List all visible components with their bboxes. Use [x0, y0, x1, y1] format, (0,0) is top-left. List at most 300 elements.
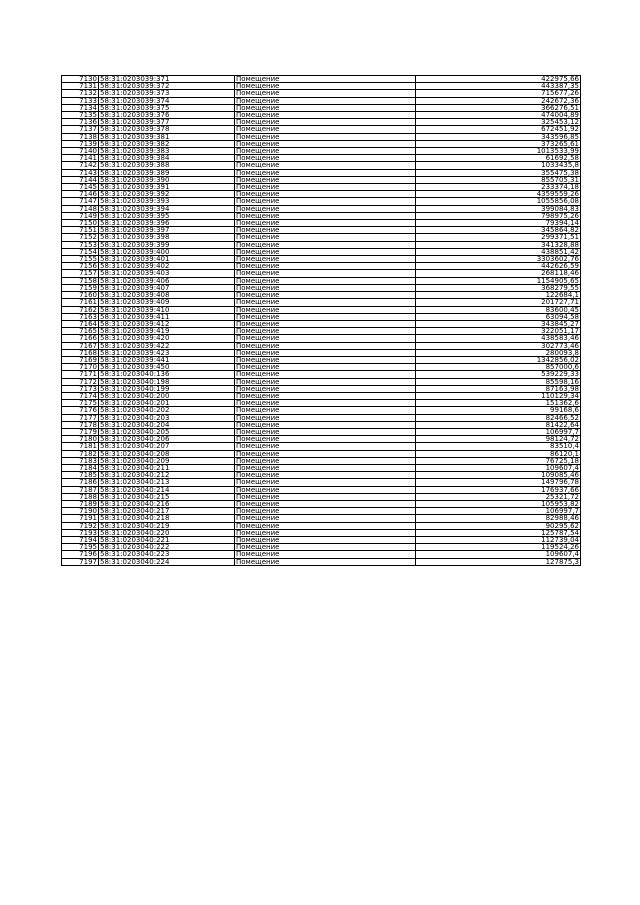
cadastral-number-cell: 58:31:0203040:201	[99, 400, 235, 407]
object-type-cell: Помещение	[235, 133, 416, 140]
cadastral-value-cell: 341328,88	[416, 241, 581, 248]
row-number-cell: 7191	[62, 515, 99, 522]
table-row	[62, 119, 581, 126]
cadastral-number-cell: 58:31:0203039:402	[99, 263, 235, 270]
cadastral-number-cell: 58:31:0203039:392	[99, 191, 235, 198]
table-row	[62, 112, 581, 119]
cadastral-number-cell: 58:31:0203039:410	[99, 306, 235, 313]
cadastral-number-cell: 58:31:0203039:372	[99, 83, 235, 90]
row-number-cell: 7162	[62, 306, 99, 313]
cadastral-value-cell: 325453,12	[416, 119, 581, 126]
cadastral-value-cell: 798975,26	[416, 212, 581, 219]
object-type-cell: Помещение	[235, 493, 416, 500]
row-number-cell: 7186	[62, 479, 99, 486]
cadastral-value-cell: 343845,27	[416, 320, 581, 327]
cadastral-value-cell: 83600,45	[416, 306, 581, 313]
cadastral-value-table	[61, 75, 581, 566]
cadastral-number-cell: 58:31:0203040:215	[99, 493, 235, 500]
object-type-cell: Помещение	[235, 529, 416, 536]
cadastral-value-cell: 3303602,76	[416, 256, 581, 263]
object-type-cell: Помещение	[235, 155, 416, 162]
row-number-cell: 7196	[62, 551, 99, 558]
cadastral-value-cell: 373265,61	[416, 140, 581, 147]
cadastral-number-cell: 58:31:0203039:378	[99, 126, 235, 133]
table-row	[62, 356, 581, 363]
row-number-cell: 7166	[62, 335, 99, 342]
cadastral-value-cell: 25321,72	[416, 493, 581, 500]
cadastral-value-cell: 1013533,99	[416, 148, 581, 155]
object-type-cell: Помещение	[235, 479, 416, 486]
cadastral-value-cell: 242672,36	[416, 97, 581, 104]
cadastral-value-cell: 299371,51	[416, 234, 581, 241]
cadastral-value-cell: 438583,46	[416, 335, 581, 342]
row-number-cell: 7178	[62, 421, 99, 428]
cadastral-number-cell: 58:31:0203040:203	[99, 414, 235, 421]
table-row	[62, 335, 581, 342]
cadastral-value-cell: 422975,66	[416, 76, 581, 83]
object-type-cell: Помещение	[235, 335, 416, 342]
table-row	[62, 392, 581, 399]
object-type-cell: Помещение	[235, 306, 416, 313]
table-row	[62, 371, 581, 378]
object-type-cell: Помещение	[235, 500, 416, 507]
object-type-cell: Помещение	[235, 313, 416, 320]
cadastral-number-cell: 58:31:0203039:420	[99, 335, 235, 342]
row-number-cell: 7161	[62, 299, 99, 306]
cadastral-number-cell: 58:31:0203039:382	[99, 140, 235, 147]
row-number-cell: 7149	[62, 212, 99, 219]
table-row	[62, 220, 581, 227]
table-row	[62, 400, 581, 407]
cadastral-value-cell: 81422,64	[416, 421, 581, 428]
cadastral-number-cell: 58:31:0203039:411	[99, 313, 235, 320]
row-number-cell: 7141	[62, 155, 99, 162]
object-type-cell: Помещение	[235, 472, 416, 479]
row-number-cell: 7167	[62, 342, 99, 349]
cadastral-number-cell: 58:31:0203039:398	[99, 234, 235, 241]
row-number-cell: 7136	[62, 119, 99, 126]
cadastral-number-cell: 58:31:0203039:377	[99, 119, 235, 126]
cadastral-number-cell: 58:31:0203040:206	[99, 436, 235, 443]
cadastral-value-cell: 1342856,02	[416, 356, 581, 363]
cadastral-number-cell: 58:31:0203040:198	[99, 378, 235, 385]
row-number-cell: 7164	[62, 320, 99, 327]
cadastral-value-cell: 63094,58	[416, 313, 581, 320]
table-row	[62, 486, 581, 493]
cadastral-number-cell: 58:31:0203039:393	[99, 198, 235, 205]
cadastral-value-cell: 76725,18	[416, 457, 581, 464]
table-row	[62, 320, 581, 327]
cadastral-number-cell: 58:31:0203039:389	[99, 169, 235, 176]
cadastral-value-cell: 109607,4	[416, 551, 581, 558]
row-number-cell: 7192	[62, 522, 99, 529]
cadastral-value-cell: 343596,85	[416, 133, 581, 140]
object-type-cell: Помещение	[235, 522, 416, 529]
cadastral-value-cell: 268118,46	[416, 270, 581, 277]
object-type-cell: Помещение	[235, 385, 416, 392]
cadastral-value-cell: 345864,82	[416, 227, 581, 234]
cadastral-value-cell: 715677,26	[416, 90, 581, 97]
row-number-cell: 7172	[62, 378, 99, 385]
cadastral-value-cell: 1055856,08	[416, 198, 581, 205]
row-number-cell: 7168	[62, 349, 99, 356]
row-number-cell: 7179	[62, 428, 99, 435]
table-row	[62, 83, 581, 90]
cadastral-number-cell: 58:31:0203040:223	[99, 551, 235, 558]
cadastral-value-cell: 539229,33	[416, 371, 581, 378]
row-number-cell: 7188	[62, 493, 99, 500]
cadastral-value-cell: 151362,6	[416, 400, 581, 407]
row-number-cell: 7190	[62, 508, 99, 515]
cadastral-value-cell: 82466,52	[416, 414, 581, 421]
table-row	[62, 148, 581, 155]
table-row	[62, 284, 581, 291]
cadastral-number-cell: 58:31:0203040:199	[99, 385, 235, 392]
object-type-cell: Помещение	[235, 400, 416, 407]
cadastral-number-cell: 58:31:0203040:204	[99, 421, 235, 428]
table-row	[62, 428, 581, 435]
cadastral-value-cell: 109085,46	[416, 472, 581, 479]
row-number-cell: 7154	[62, 248, 99, 255]
row-number-cell: 7151	[62, 227, 99, 234]
table-body	[62, 76, 581, 566]
cadastral-number-cell: 58:31:0203039:381	[99, 133, 235, 140]
cadastral-value-cell: 82988,46	[416, 515, 581, 522]
cadastral-value-cell: 106997,7	[416, 428, 581, 435]
object-type-cell: Помещение	[235, 126, 416, 133]
cadastral-number-cell: 58:31:0203039:419	[99, 328, 235, 335]
object-type-cell: Помещение	[235, 162, 416, 169]
cadastral-number-cell: 58:31:0203039:391	[99, 184, 235, 191]
cadastral-number-cell: 58:31:0203040:222	[99, 544, 235, 551]
cadastral-value-cell: 1033435,8	[416, 162, 581, 169]
cadastral-value-cell: 280093,8	[416, 349, 581, 356]
object-type-cell: Помещение	[235, 407, 416, 414]
row-number-cell: 7134	[62, 104, 99, 111]
cadastral-value-cell: 85598,16	[416, 378, 581, 385]
object-type-cell: Помещение	[235, 320, 416, 327]
row-number-cell: 7131	[62, 83, 99, 90]
object-type-cell: Помещение	[235, 83, 416, 90]
object-type-cell: Помещение	[235, 392, 416, 399]
cadastral-number-cell: 58:31:0203040:208	[99, 450, 235, 457]
cadastral-value-cell: 366276,51	[416, 104, 581, 111]
cadastral-value-cell: 98124,72	[416, 436, 581, 443]
table-row	[62, 529, 581, 536]
row-number-cell: 7182	[62, 450, 99, 457]
object-type-cell: Помещение	[235, 371, 416, 378]
row-number-cell: 7193	[62, 529, 99, 536]
object-type-cell: Помещение	[235, 148, 416, 155]
cadastral-number-cell: 58:31:0203039:409	[99, 299, 235, 306]
cadastral-number-cell: 58:31:0203040:136	[99, 371, 235, 378]
cadastral-value-cell: 61692,58	[416, 155, 581, 162]
object-type-cell: Помещение	[235, 227, 416, 234]
cadastral-number-cell: 58:31:0203039:376	[99, 112, 235, 119]
row-number-cell: 7176	[62, 407, 99, 414]
table-row	[62, 234, 581, 241]
table-row	[62, 537, 581, 544]
row-number-cell: 7173	[62, 385, 99, 392]
table-row	[62, 421, 581, 428]
object-type-cell: Помещение	[235, 537, 416, 544]
row-number-cell: 7139	[62, 140, 99, 147]
cadastral-value-cell: 443387,35	[416, 83, 581, 90]
cadastral-number-cell: 58:31:0203040:220	[99, 529, 235, 536]
row-number-cell: 7185	[62, 472, 99, 479]
row-number-cell: 7137	[62, 126, 99, 133]
table-row	[62, 227, 581, 234]
row-number-cell: 7189	[62, 500, 99, 507]
cadastral-number-cell: 58:31:0203040:207	[99, 443, 235, 450]
object-type-cell: Помещение	[235, 277, 416, 284]
table-row	[62, 407, 581, 414]
object-type-cell: Помещение	[235, 299, 416, 306]
cadastral-value-cell: 1154905,65	[416, 277, 581, 284]
table-row	[62, 385, 581, 392]
table-row	[62, 457, 581, 464]
row-number-cell: 7177	[62, 414, 99, 421]
cadastral-number-cell: 58:31:0203039:422	[99, 342, 235, 349]
object-type-cell: Помещение	[235, 176, 416, 183]
cadastral-number-cell: 58:31:0203039:408	[99, 292, 235, 299]
table-row	[62, 198, 581, 205]
object-type-cell: Помещение	[235, 436, 416, 443]
row-number-cell: 7132	[62, 90, 99, 97]
cadastral-number-cell: 58:31:0203039:396	[99, 220, 235, 227]
table-row	[62, 212, 581, 219]
row-number-cell: 7183	[62, 457, 99, 464]
object-type-cell: Помещение	[235, 184, 416, 191]
row-number-cell: 7195	[62, 544, 99, 551]
cadastral-number-cell: 58:31:0203039:394	[99, 205, 235, 212]
object-type-cell: Помещение	[235, 104, 416, 111]
object-type-cell: Помещение	[235, 364, 416, 371]
cadastral-value-cell: 99168,6	[416, 407, 581, 414]
row-number-cell: 7142	[62, 162, 99, 169]
cadastral-value-cell: 322051,17	[416, 328, 581, 335]
row-number-cell: 7197	[62, 558, 99, 565]
table-row	[62, 508, 581, 515]
cadastral-value-cell: 672451,92	[416, 126, 581, 133]
table-row	[62, 90, 581, 97]
cadastral-value-cell: 83510,4	[416, 443, 581, 450]
cadastral-value-cell: 110129,34	[416, 392, 581, 399]
cadastral-value-cell: 87163,98	[416, 385, 581, 392]
row-number-cell: 7155	[62, 256, 99, 263]
cadastral-value-cell: 233374,18	[416, 184, 581, 191]
row-number-cell: 7174	[62, 392, 99, 399]
cadastral-number-cell: 58:31:0203040:212	[99, 472, 235, 479]
cadastral-number-cell: 58:31:0203039:441	[99, 356, 235, 363]
table-row	[62, 277, 581, 284]
row-number-cell: 7147	[62, 198, 99, 205]
object-type-cell: Помещение	[235, 457, 416, 464]
object-type-cell: Помещение	[235, 328, 416, 335]
cadastral-number-cell: 58:31:0203039:423	[99, 349, 235, 356]
object-type-cell: Помещение	[235, 241, 416, 248]
cadastral-number-cell: 58:31:0203039:407	[99, 284, 235, 291]
table-row	[62, 306, 581, 313]
row-number-cell: 7159	[62, 284, 99, 291]
table-row	[62, 342, 581, 349]
row-number-cell: 7181	[62, 443, 99, 450]
object-type-cell: Помещение	[235, 248, 416, 255]
cadastral-number-cell: 58:31:0203039:373	[99, 90, 235, 97]
row-number-cell: 7171	[62, 371, 99, 378]
cadastral-number-cell: 58:31:0203040:216	[99, 500, 235, 507]
cadastral-number-cell: 58:31:0203039:399	[99, 241, 235, 248]
cadastral-number-cell: 58:31:0203040:221	[99, 537, 235, 544]
cadastral-value-cell: 79394,14	[416, 220, 581, 227]
cadastral-value-cell: 302773,46	[416, 342, 581, 349]
object-type-cell: Помещение	[235, 140, 416, 147]
cadastral-value-cell: 355475,38	[416, 169, 581, 176]
cadastral-value-cell: 399084,83	[416, 205, 581, 212]
cadastral-number-cell: 58:31:0203040:211	[99, 464, 235, 471]
cadastral-number-cell: 58:31:0203039:371	[99, 76, 235, 83]
cadastral-number-cell: 58:31:0203039:412	[99, 320, 235, 327]
cadastral-value-cell: 109607,4	[416, 464, 581, 471]
table-row	[62, 126, 581, 133]
object-type-cell: Помещение	[235, 76, 416, 83]
object-type-cell: Помещение	[235, 169, 416, 176]
object-type-cell: Помещение	[235, 97, 416, 104]
cadastral-number-cell: 58:31:0203040:200	[99, 392, 235, 399]
object-type-cell: Помещение	[235, 90, 416, 97]
row-number-cell: 7133	[62, 97, 99, 104]
table-row	[62, 155, 581, 162]
object-type-cell: Помещение	[235, 356, 416, 363]
cadastral-value-cell: 857000,6	[416, 364, 581, 371]
table-row	[62, 479, 581, 486]
table-row	[62, 544, 581, 551]
cadastral-value-cell: 855705,31	[416, 176, 581, 183]
cadastral-number-cell: 58:31:0203039:403	[99, 270, 235, 277]
table-row	[62, 349, 581, 356]
cadastral-value-cell: 119524,26	[416, 544, 581, 551]
table-row	[62, 500, 581, 507]
row-number-cell: 7170	[62, 364, 99, 371]
row-number-cell: 7143	[62, 169, 99, 176]
cadastral-number-cell: 58:31:0203039:450	[99, 364, 235, 371]
object-type-cell: Помещение	[235, 205, 416, 212]
object-type-cell: Помещение	[235, 220, 416, 227]
table-row	[62, 184, 581, 191]
table-row	[62, 205, 581, 212]
cadastral-value-cell: 86120,1	[416, 450, 581, 457]
table-row	[62, 241, 581, 248]
cadastral-number-cell: 58:31:0203040:218	[99, 515, 235, 522]
object-type-cell: Помещение	[235, 551, 416, 558]
cadastral-value-cell: 90295,62	[416, 522, 581, 529]
row-number-cell: 7145	[62, 184, 99, 191]
cadastral-value-cell: 127875,3	[416, 558, 581, 565]
object-type-cell: Помещение	[235, 349, 416, 356]
row-number-cell: 7156	[62, 263, 99, 270]
cadastral-number-cell: 58:31:0203039:401	[99, 256, 235, 263]
cadastral-number-cell: 58:31:0203040:219	[99, 522, 235, 529]
table-row	[62, 270, 581, 277]
table-row	[62, 443, 581, 450]
cadastral-number-cell: 58:31:0203040:209	[99, 457, 235, 464]
cadastral-number-cell: 58:31:0203039:395	[99, 212, 235, 219]
row-number-cell: 7187	[62, 486, 99, 493]
table-row	[62, 140, 581, 147]
cadastral-value-cell: 125787,54	[416, 529, 581, 536]
table-row	[62, 450, 581, 457]
object-type-cell: Помещение	[235, 544, 416, 551]
cadastral-value-cell: 442626,59	[416, 263, 581, 270]
row-number-cell: 7130	[62, 76, 99, 83]
cadastral-number-cell: 58:31:0203040:205	[99, 428, 235, 435]
object-type-cell: Помещение	[235, 263, 416, 270]
table-row	[62, 292, 581, 299]
row-number-cell: 7169	[62, 356, 99, 363]
cadastral-number-cell: 58:31:0203039:374	[99, 97, 235, 104]
row-number-cell: 7150	[62, 220, 99, 227]
table-row	[62, 551, 581, 558]
table-row	[62, 176, 581, 183]
cadastral-number-cell: 58:31:0203039:400	[99, 248, 235, 255]
cadastral-value-cell: 106997,7	[416, 508, 581, 515]
cadastral-value-cell: 105953,82	[416, 500, 581, 507]
cadastral-value-cell: 149796,78	[416, 479, 581, 486]
object-type-cell: Помещение	[235, 421, 416, 428]
cadastral-value-cell: 176937,66	[416, 486, 581, 493]
object-type-cell: Помещение	[235, 284, 416, 291]
row-number-cell: 7160	[62, 292, 99, 299]
table-row	[62, 414, 581, 421]
table-row	[62, 436, 581, 443]
cadastral-value-cell: 122684,1	[416, 292, 581, 299]
row-number-cell: 7153	[62, 241, 99, 248]
row-number-cell: 7138	[62, 133, 99, 140]
row-number-cell: 7180	[62, 436, 99, 443]
object-type-cell: Помещение	[235, 443, 416, 450]
table-row	[62, 299, 581, 306]
table-row	[62, 328, 581, 335]
cadastral-number-cell: 58:31:0203039:397	[99, 227, 235, 234]
object-type-cell: Помещение	[235, 292, 416, 299]
object-type-cell: Помещение	[235, 119, 416, 126]
table-row	[62, 493, 581, 500]
object-type-cell: Помещение	[235, 508, 416, 515]
cadastral-number-cell: 58:31:0203039:390	[99, 176, 235, 183]
table-row	[62, 162, 581, 169]
object-type-cell: Помещение	[235, 378, 416, 385]
cadastral-number-cell: 58:31:0203039:384	[99, 155, 235, 162]
object-type-cell: Помещение	[235, 191, 416, 198]
object-type-cell: Помещение	[235, 342, 416, 349]
cadastral-value-cell: 112739,04	[416, 537, 581, 544]
object-type-cell: Помещение	[235, 486, 416, 493]
table-row	[62, 256, 581, 263]
table-row	[62, 464, 581, 471]
cadastral-number-cell: 58:31:0203040:202	[99, 407, 235, 414]
object-type-cell: Помещение	[235, 256, 416, 263]
cadastral-value-cell: 438851,42	[416, 248, 581, 255]
object-type-cell: Помещение	[235, 234, 416, 241]
table-row	[62, 515, 581, 522]
table-row	[62, 76, 581, 83]
table-row	[62, 191, 581, 198]
table-row	[62, 248, 581, 255]
object-type-cell: Помещение	[235, 112, 416, 119]
table-row	[62, 133, 581, 140]
object-type-cell: Помещение	[235, 515, 416, 522]
object-type-cell: Помещение	[235, 414, 416, 421]
